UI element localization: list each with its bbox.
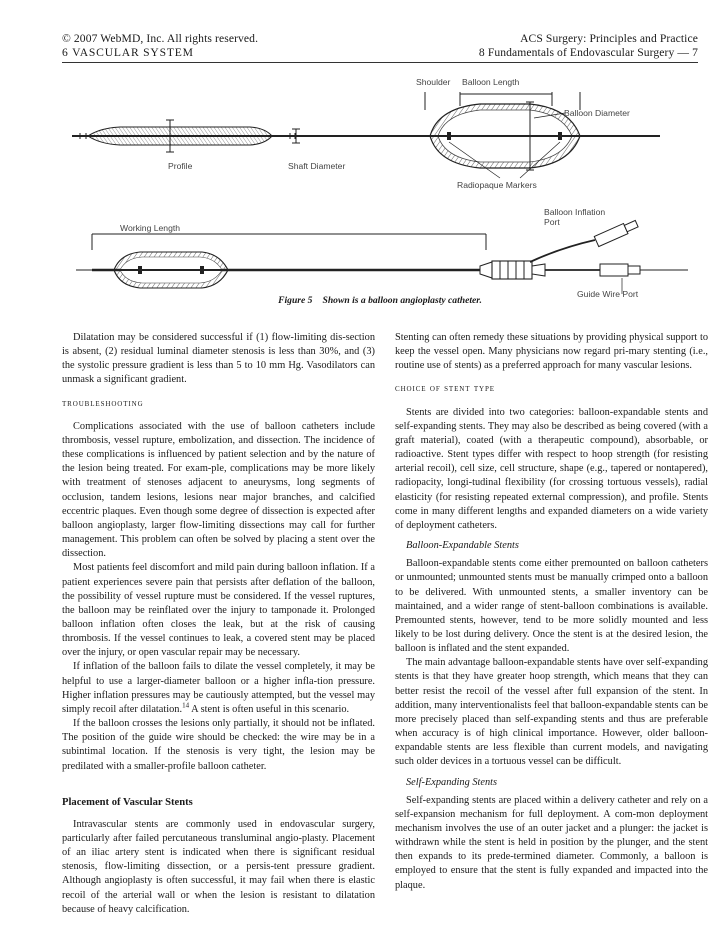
paragraph: The main advantage balloon-expandable stents have over self-expanding stents is that they have greater hoop strength, which means that they can better resist the recoil of the vessel after full expansion of the stent. In addition, many interventionalists feel that balloon-expandable stents can be more precisely placed than self-expanding stents and thus are preferable when accuracy is of high clinical importance. However, older balloon-expandable stents are less flexible than current models, and navigating such older devices in a tortuous vessel can be difficult. <box>395 657 708 768</box>
troubleshooting-heading: troubleshooting <box>62 397 144 409</box>
balloon-inflation-port-label: Balloon Inflation <box>544 207 606 217</box>
left-column <box>62 331 375 917</box>
placement-heading: Placement of Vascular Stents <box>62 796 193 808</box>
radiopaque-markers-label: Radiopaque Markers <box>457 180 537 190</box>
header-rule <box>62 62 698 63</box>
folded-balloon-drawing <box>72 127 400 145</box>
paragraph: Balloon-expandable stents come either premounted on balloon catheters or unmounted; unmounted stents must be manually crimped onto a balloon to be delivered. With unmounted stents, a smaller inventory can be maintained, and a wider range of stent-balloon combinations is available. Premounted stents, however, tend to be more solidly mounted and less likely to be lost during delivery. Once the stent is at the desired lesion, the balloon is inflated and the stent expanded. <box>395 558 708 655</box>
balloon-catheter-figure <box>60 70 700 306</box>
section-title: 6 VASCULAR SYSTEM <box>62 46 194 59</box>
figure-caption-text: Shown is a balloon angioplasty catheter. <box>322 295 482 306</box>
shaft-diameter-label: Shaft Diameter <box>288 161 346 171</box>
right-column <box>395 331 708 893</box>
paragraph: Complications associated with the use of balloon catheters include thrombosis, vessel rupture, embolization, and dissection. The incidence of these complications is influenced by patient selection and by the nature of the lesion being treated. For exam-ple, complications may be more likely with treatment of stenoses adjacent to aneurysms, long segments of occlusion, tandem lesions, lesions near major branches, and calcified eccentric plaques. Even though some degree of dissection is expected after balloon angioplasty, larger flow-limiting dissections may call for further management. This problem can often be solved by placing a stent over the dissection. <box>62 420 375 560</box>
figure-caption <box>62 295 698 306</box>
book-title: ACS Surgery: Principles and Practice <box>520 32 698 45</box>
balloon-expandable-heading: Balloon-Expandable Stents <box>406 540 519 552</box>
shoulder-label: Shoulder <box>416 77 451 87</box>
choice-of-stent-heading: choice of stent type <box>395 383 495 395</box>
guide-wire-port-label: Guide Wire Port <box>577 289 639 299</box>
profile-label: Profile <box>168 161 193 171</box>
paragraph: Intravascular stents are commonly used in endovascular surgery, particularly after failed percutaneous transluminal angio-plasty. Placement of an iliac artery stent is indicated when there is significant residual stenosis, flow-limiting dissection, or a persis-tent pressure gradient. Although angioplasty is often successful, it may fail when there is elastic recoil of the arterial wall or when the lesion is resistant to dilatation because of heavy calcification. <box>62 818 375 915</box>
chapter-title: 8 Fundamentals of Endovascular Surgery — 7 <box>478 46 698 59</box>
paragraph: Most patients feel discomfort and mild pain during balloon inflation. If a patient experiences severe pain that persists after deflation of the balloon, the possibility of vessel rupture must be considered. If the vessel ruptures, the balloon may be reinflated over the injury to tamponade it. Prolonged balloon inflation often closes the leak, but at the risk of causing thrombosis. If the vessel continues to leak, a covered stent may be placed over the injury, or open vascular repair may be necessary. <box>62 562 375 659</box>
paragraph-with-reference: If inflation of the balloon fails to dilate the vessel completely, it may be helpful to use a larger-diameter balloon or a higher infla-tion pressure. Higher inflation pressures may be cautiously attempted, but the vessel may simply recoil after dilatation.$^{14}$ A stent is often useful in this scenario. <box>62 661 375 715</box>
working-length-label: Working Length <box>120 223 181 233</box>
reference-superscript: 14 <box>182 701 190 710</box>
copyright-line: © 2007 WebMD, Inc. All rights reserved. <box>62 32 259 45</box>
figure-number: Figure 5 <box>278 295 313 306</box>
balloon-length-label: Balloon Length <box>462 77 520 87</box>
balloon-inflation-port-label-line2: Port <box>544 217 560 227</box>
paragraph: If the balloon crosses the lesions only partially, it should not be inflated. The position of the guide wire should be checked: the wire may be in a subintimal location. If the stenosis is very tight, the lesion may be predilated with a smaller-profile balloon catheter. <box>62 718 375 772</box>
paragraph: Stents are divided into two categories: balloon-expandable stents and self-expanding stents. They may also be described as being covered (with a graft material), coated (with a therapeutic compound), absorbable, or radioactive. Stent types differ with respect to hoop strength (for resisting arterial recoil), cell size, cell structure, shape (e.g., tapered or nontapered), radiopacity, longi-tudinal flexibility (for crossing tortuous vessels), radial elasticity (for resisting repeated external compression), and profile. Stents come in many different lengths and expanded diameters on a wide variety of deployment catheters. <box>395 406 708 531</box>
self-expanding-heading: Self-Expanding Stents <box>406 776 498 788</box>
paragraph: Dilatation may be considered successful if (1) flow-limiting dis-section is absent, (2) residual luminal diameter stenosis is less than 30%, and (3) the systolic pressure gradient is less than 5 to 10 mm Hg. Vasodilators can unmask a significant gradient. <box>62 332 375 386</box>
balloon-diameter-label: Balloon Diameter <box>564 108 630 118</box>
paragraph: Stenting can often remedy these situations by providing physical support to keep the vessel open. Many physicians now regard pri-mary stenting (i.e., routine use of stents) as a preferred approach for many vascular lesions. <box>395 332 708 372</box>
paragraph: Self-expanding stents are placed within a delivery catheter and rely on a self-expansion mechanism for full deployment. A com-mon deployment mechanism involves the use of an outer jacket and a plunger: the jacket is withdrawn while the stent is held in position by the plunger, and the stent then expands to its prede-termined diameter. Commonly, a balloon is employed to ensure that the stent is fully expanded and impacted into the plaque. <box>395 794 708 891</box>
